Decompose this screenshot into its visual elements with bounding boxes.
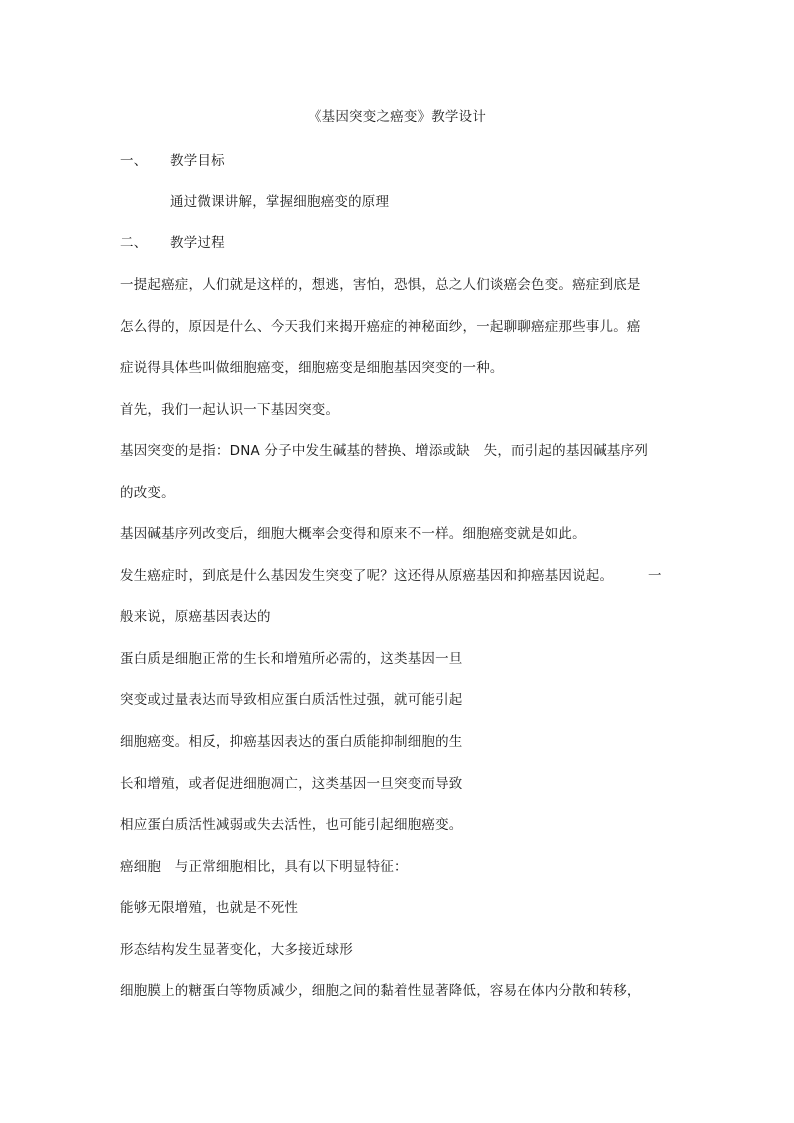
- paragraph-line: 一提起癌症，人们就是这样的，想逃，害怕，恐惧，总之人们谈癌会色变。癌症到底是: [120, 277, 641, 293]
- paragraph-line: 细胞膜上的糖蛋白等物质减少，细胞之间的黏着性显著降低，容易在体内分散和转移，: [120, 983, 641, 999]
- paragraph-line: 相应蛋白质活性减弱或失去活性，也可能引起细胞癌变。: [120, 817, 463, 833]
- paragraph-line: 突变或过量表达而导致相应蛋白质活性过强，就可能引起: [120, 692, 463, 708]
- section-heading-process: [120, 234, 225, 252]
- paragraph-line: 怎么得的，原因是什么、今天我们来揭开癌症的神秘面纱，一起聊聊癌症那些事儿。癌: [120, 319, 641, 335]
- paragraph-line: 癌细胞 与正常细胞相比，具有以下明显特征：: [120, 859, 408, 875]
- paragraph-line: 细胞癌变。相反，抑癌基因表达的蛋白质能抑制细胞的生: [120, 734, 463, 750]
- paragraph-line: 形态结构发生显著变化，大多接近球形: [120, 942, 353, 958]
- objective-text: 通过微课讲解，掌握细胞癌变的原理: [170, 194, 390, 210]
- paragraph-line: 基因突变的是指：DNA 分子中发生碱基的替换、增添或缺 失，而引起的基因碱基序列: [120, 443, 649, 459]
- section-heading-objectives: [120, 152, 225, 170]
- paragraph-line: 蛋白质是细胞正常的生长和增殖所必需的，这类基因一旦: [120, 651, 463, 667]
- section-number: 一、: [120, 153, 148, 169]
- paragraph-line: 的改变。: [120, 485, 175, 501]
- section-heading-text: 教学过程: [170, 235, 225, 251]
- paragraph-line: 能够无限增殖，也就是不死性: [120, 900, 299, 916]
- paragraph-line: 症说得具体些叫做细胞癌变，细胞癌变是细胞基因突变的一种。: [120, 360, 504, 376]
- paragraph-line: 般来说，原癌基因表达的: [120, 609, 271, 625]
- paragraph-line: 首先，我们一起认识一下基因突变。: [120, 402, 340, 418]
- trailing-dash: 一: [648, 568, 662, 584]
- paragraph-line: 长和增殖，或者促进细胞凋亡，这类基因一旦突变而导致: [120, 776, 463, 792]
- section-heading-text: 教学目标: [170, 153, 225, 169]
- section-number: 二、: [120, 235, 148, 251]
- paragraph-line: 发生癌症时，到底是什么基因发生突变了呢？这还得从原癌基因和抑癌基因说起。: [120, 568, 614, 584]
- document-title: 《基因突变之癌变》教学设计: [307, 109, 487, 125]
- paragraph-line: 基因碱基序列改变后，细胞大概率会变得和原来不一样。细胞癌变就是如此。: [120, 526, 586, 542]
